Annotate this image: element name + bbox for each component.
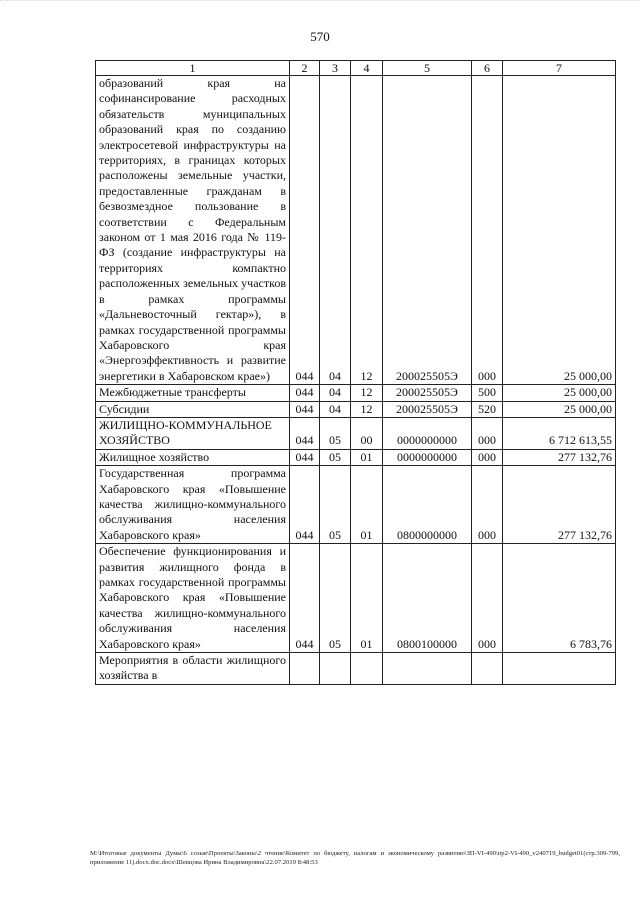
- row-csr: [383, 653, 472, 685]
- row-name: образований края на софинансирование расходных обязательств муниципальных образований края по созданию электросетевой инфраструктуры на территориях, в границах которых расположены земельные участки, предоставленные гражданам в безвозмездное пользование в соответствии с Федеральным законом от 1 мая 2016 года № 119-ФЗ (создание инфраструктуры на территориях компактно расположенных земельных участков в рамках программы «Дальневосточный гектар»), в рамках государственной программы Хабаровского края «Энергоэффективность и развитие энергетики в Хабаровском крае»): [96, 76, 290, 385]
- row-grbs: 044: [290, 466, 320, 544]
- column-header: 5: [383, 61, 472, 76]
- row-vr: 000: [472, 76, 503, 385]
- row-pr: 00: [351, 417, 383, 449]
- row-csr: 0800000000: [383, 466, 472, 544]
- row-sum: 6 783,76: [503, 544, 616, 653]
- scan-top-edge: [0, 0, 640, 7]
- row-pr: 12: [351, 76, 383, 385]
- row-grbs: 044: [290, 385, 320, 401]
- row-csr: 0800100000: [383, 544, 472, 653]
- document-path-footer: M:\Итоговые документы Думы\6 созыв\Проекты\Законы\2 чтение\Комитет по бюджету, налогам и экономическому развитию\ЗП-VI-490\пр2-VI-490_v240719_budget01(стр.309-799, приложение 11).docx.doc.docx\Шевцова Ирина Владимировна\22.07.2019 8:48:53: [90, 850, 620, 866]
- row-pr: [351, 653, 383, 685]
- column-header: 3: [320, 61, 351, 76]
- row-sum: 277 132,76: [503, 466, 616, 544]
- row-name: Мероприятия в области жилищного хозяйства в: [96, 653, 290, 685]
- row-vr: 000: [472, 417, 503, 449]
- row-rz: 04: [320, 401, 351, 417]
- row-rz: 05: [320, 449, 351, 465]
- row-grbs: 044: [290, 417, 320, 449]
- row-rz: 05: [320, 544, 351, 653]
- row-vr: 000: [472, 466, 503, 544]
- row-name: Межбюджетные трансферты: [96, 385, 290, 401]
- row-rz: 04: [320, 76, 351, 385]
- page-number: 570: [310, 29, 330, 44]
- row-sum: 25 000,00: [503, 76, 616, 385]
- table-row: [96, 385, 616, 401]
- row-vr: 500: [472, 385, 503, 401]
- row-rz: 05: [320, 466, 351, 544]
- row-name: ЖИЛИЩНО-КОММУНАЛЬНОЕ ХОЗЯЙСТВО: [96, 417, 290, 449]
- row-grbs: [290, 653, 320, 685]
- row-csr: 200025505Э: [383, 76, 472, 385]
- row-csr: 0000000000: [383, 449, 472, 465]
- row-sum: 277 132,76: [503, 449, 616, 465]
- row-grbs: 044: [290, 449, 320, 465]
- row-vr: 520: [472, 401, 503, 417]
- column-header: 6: [472, 61, 503, 76]
- row-pr: 01: [351, 544, 383, 653]
- row-csr: 200025505Э: [383, 385, 472, 401]
- table-row: [96, 449, 616, 465]
- column-header: 4: [351, 61, 383, 76]
- row-pr: 12: [351, 401, 383, 417]
- row-pr: 01: [351, 449, 383, 465]
- row-csr: 200025505Э: [383, 401, 472, 417]
- row-pr: 01: [351, 466, 383, 544]
- row-name: Государственная программа Хабаровского края «Повышение качества жилищно-коммунального обслуживания населения Хабаровского края»: [96, 466, 290, 544]
- column-header: 2: [290, 61, 320, 76]
- row-csr: 0000000000: [383, 417, 472, 449]
- table-row: [96, 466, 616, 544]
- row-vr: 000: [472, 449, 503, 465]
- table-row: [96, 76, 616, 385]
- row-vr: [472, 653, 503, 685]
- row-grbs: 044: [290, 401, 320, 417]
- row-grbs: 044: [290, 76, 320, 385]
- row-name: Жилищное хозяйство: [96, 449, 290, 465]
- table-row: [96, 544, 616, 653]
- table-row: [96, 653, 616, 685]
- row-rz: 04: [320, 385, 351, 401]
- row-sum: [503, 653, 616, 685]
- row-name: Субсидии: [96, 401, 290, 417]
- row-sum: 25 000,00: [503, 401, 616, 417]
- row-pr: 12: [351, 385, 383, 401]
- row-rz: [320, 653, 351, 685]
- table-row: [96, 401, 616, 417]
- row-rz: 05: [320, 417, 351, 449]
- row-sum: 25 000,00: [503, 385, 616, 401]
- row-grbs: 044: [290, 544, 320, 653]
- column-header: 1: [96, 61, 290, 76]
- budget-table: [95, 60, 616, 685]
- column-number-row: [96, 61, 616, 76]
- table-row: [96, 417, 616, 449]
- row-name: Обеспечение функционирования и развития жилищного фонда в рамках государственной программы Хабаровского края «Повышение качества жилищно-коммунального обслуживания населения Хабаровского края»: [96, 544, 290, 653]
- row-vr: 000: [472, 544, 503, 653]
- column-header: 7: [503, 61, 616, 76]
- row-sum: 6 712 613,55: [503, 417, 616, 449]
